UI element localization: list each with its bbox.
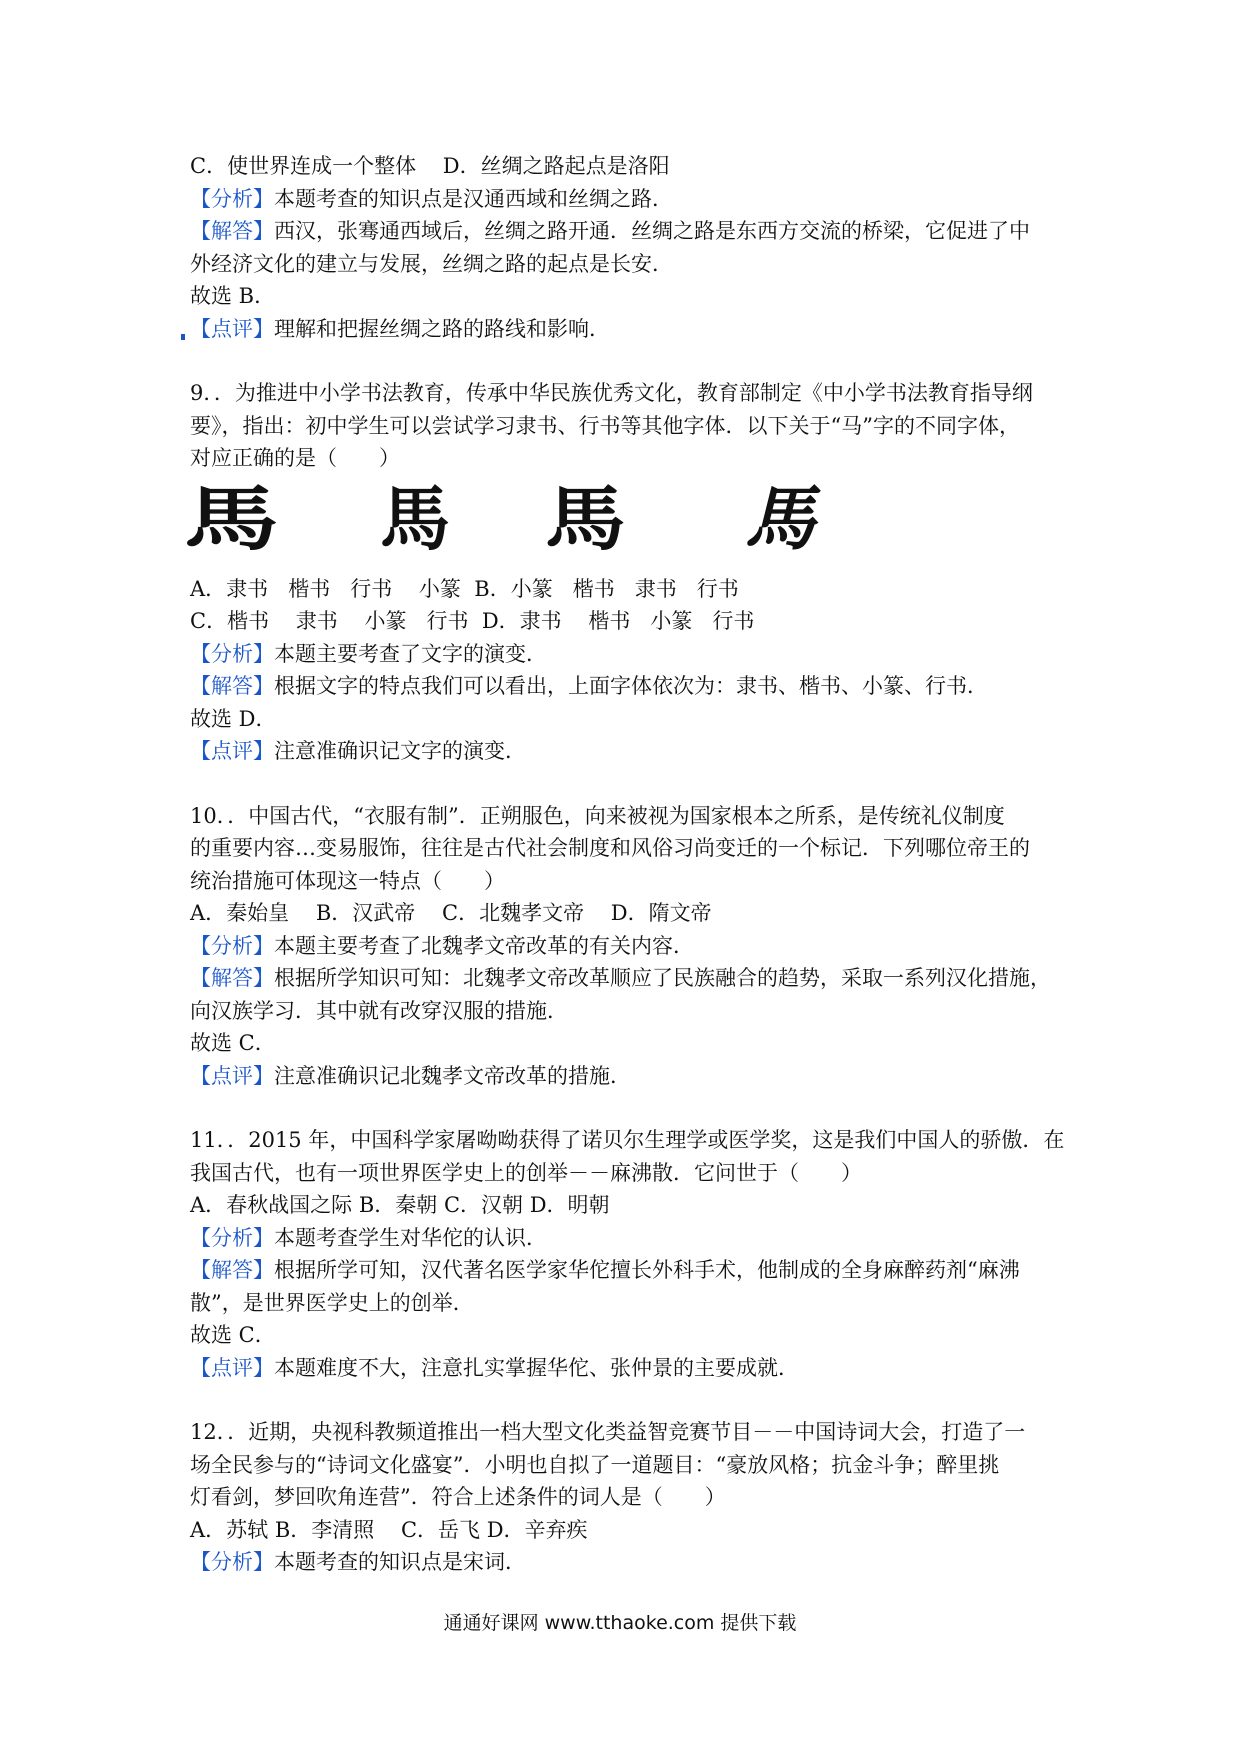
q12-analysis bbox=[190, 1546, 1070, 1579]
q11-answer-line-1 bbox=[190, 1254, 1070, 1287]
q12-stem-line-3: 灯看剑，梦回吹角连营”．符合上述条件的词人是（ ） bbox=[190, 1485, 726, 1509]
q10-answer-line-1 bbox=[190, 962, 1070, 995]
analysis-text: 本题考查的知识点是宋词． bbox=[274, 1550, 526, 1574]
q9-analysis bbox=[190, 638, 1070, 671]
q12-stem-line-1: 12．．近期，央视科教频道推出一档大型文化类益智竞赛节目－－中国诗词大会，打造了一 bbox=[190, 1420, 1026, 1444]
comment-text: 理解和把握丝绸之路的路线和影响． bbox=[274, 316, 610, 341]
q9-options-cd: C．楷书 隶书 小篆 行书 D．隶书 楷书 小篆 行书 bbox=[190, 609, 755, 633]
q10-analysis bbox=[190, 930, 1070, 963]
comment-text: 注意准确识记北魏孝文帝改革的措施． bbox=[274, 1063, 631, 1088]
q10-stem-line-3: 统治措施可体现这一特点（ ） bbox=[190, 868, 505, 893]
comment-tag: 【点评】 bbox=[190, 1355, 274, 1380]
comment-tag: 【点评】 bbox=[190, 739, 274, 763]
q8-choice: 故选 B． bbox=[190, 284, 276, 308]
analysis-tag: 【分析】 bbox=[190, 1550, 274, 1574]
q11-analysis bbox=[190, 1222, 1070, 1255]
q9-options-ab: A．隶书 楷书 行书 小篆 B．小篆 楷书 隶书 行书 bbox=[190, 576, 739, 601]
comment-tag: 【点评】 bbox=[190, 316, 274, 341]
q10-comment bbox=[190, 1060, 1070, 1093]
q8-answer-line-2: 外经济文化的建立与发展，丝绸之路的起点是长安． bbox=[190, 251, 673, 276]
spacer bbox=[190, 768, 1070, 800]
page-footer: 通通好课网 www.tthaoke.com 提供下载 bbox=[443, 1612, 797, 1634]
answer-text: 根据所学可知，汉代著名医学家华佗擅长外科手术，他制成的全身麻醉药剂“麻沸 bbox=[274, 1258, 1020, 1282]
glyph-regular-script: 馬 bbox=[380, 476, 450, 560]
analysis-tag: 【分析】 bbox=[190, 186, 274, 211]
answer-tag: 【解答】 bbox=[190, 966, 274, 990]
calligraphy-figure bbox=[184, 476, 1070, 571]
comment-text: 注意准确识记文字的演变． bbox=[274, 739, 526, 763]
glyph-running-script: 馬 bbox=[745, 476, 815, 560]
q8-answer-line-1 bbox=[190, 215, 1070, 248]
q11-stem-line-1: 11．．2015 年，中国科学家屠呦呦获得了诺贝尔生理学或医学奖，这是我们中国人的骄傲．在 bbox=[190, 1128, 1065, 1152]
q10-options: A．秦始皇 B．汉武帝 C．北魏孝文帝 D．隋文帝 bbox=[190, 901, 712, 925]
q10-stem-line-2: 的重要内容…变易服饰，往往是古代社会制度和风俗习尚变迁的一个标记．下列哪位帝王的 bbox=[190, 836, 1030, 860]
analysis-tag: 【分析】 bbox=[190, 1225, 274, 1250]
q11-choice: 故选 C． bbox=[190, 1323, 276, 1347]
q9-stem-line-3: 对应正确的是（ ） bbox=[190, 446, 400, 470]
comment-tag: 【点评】 bbox=[190, 1063, 274, 1088]
spacer bbox=[190, 1384, 1070, 1416]
q11-comment bbox=[190, 1352, 1070, 1385]
q8-options-cd: C．使世界连成一个整体 D．丝绸之路起点是洛阳 bbox=[190, 154, 670, 178]
analysis-tag: 【分析】 bbox=[190, 641, 274, 666]
q8-comment bbox=[190, 313, 1070, 346]
spacer bbox=[190, 345, 1070, 377]
q11-stem-line-2: 我国古代，也有一项世界医学史上的创举－－麻沸散．它问世于（ ） bbox=[190, 1160, 862, 1185]
document-body bbox=[184, 150, 1070, 1579]
q9-stem-line-2: 要》，指出：初中学生可以尝试学习隶书、行书等其他字体．以下关于“马”字的不同字体， bbox=[190, 413, 1020, 438]
q12-options: A．苏轼 B．李清照 C．岳飞 D．辛弃疾 bbox=[190, 1517, 588, 1542]
answer-text: 西汉，张骞通西域后，丝绸之路开通．丝绸之路是东西方交流的桥梁，它促进了中 bbox=[274, 219, 1030, 243]
q10-stem-line-1: 10．．中国古代，“衣服有制”．正朔服色，向来被视为国家根本之所系，是传统礼仪制度 bbox=[190, 803, 1005, 828]
glyph-clerical-script: 馬 bbox=[184, 476, 279, 560]
answer-text: 根据文字的特点我们可以看出，上面字体依次为：隶书、楷书、小篆、行书． bbox=[274, 674, 988, 698]
comment-text: 本题难度不大，注意扎实掌握华佗、张仲景的主要成就． bbox=[274, 1355, 799, 1380]
answer-tag: 【解答】 bbox=[190, 674, 274, 698]
analysis-text: 本题主要考查了文字的演变． bbox=[274, 641, 547, 666]
q12-stem-line-2: 场全民参与的“诗词文化盛宴”．小明也自拟了一道题目：“豪放风格；抗金斗争；醉里挑 bbox=[190, 1452, 1000, 1477]
analysis-text: 本题主要考查了北魏孝文帝改革的有关内容． bbox=[274, 933, 694, 958]
spacer bbox=[190, 1092, 1070, 1124]
q11-options: A．春秋战国之际 B．秦朝 C．汉朝 D．明朝 bbox=[190, 1193, 610, 1217]
answer-text: 根据所学知识可知：北魏孝文帝改革顺应了民族融合的趋势，采取一系列汉化措施， bbox=[274, 966, 1051, 990]
glyph-seal-script: 馬 bbox=[545, 476, 626, 560]
q9-stem-line-1: 9．．为推进中小学书法教育，传承中华民族优秀文化，教育部制定《中小学书法教育指导纲 bbox=[190, 381, 1033, 405]
q11-answer-line-2: 散”，是世界医学史上的创举． bbox=[190, 1290, 474, 1315]
answer-tag: 【解答】 bbox=[190, 219, 274, 243]
q10-choice: 故选 C． bbox=[190, 1031, 276, 1055]
q9-choice: 故选 D． bbox=[190, 706, 277, 731]
analysis-text: 本题考查的知识点是汉通西域和丝绸之路． bbox=[274, 186, 673, 211]
stray-mark bbox=[181, 334, 185, 340]
analysis-text: 本题考查学生对华佗的认识． bbox=[274, 1225, 547, 1250]
q9-comment bbox=[190, 735, 1070, 768]
q9-answer bbox=[190, 670, 1070, 703]
q8-analysis bbox=[190, 183, 1070, 216]
analysis-tag: 【分析】 bbox=[190, 933, 274, 958]
answer-tag: 【解答】 bbox=[190, 1258, 274, 1282]
q10-answer-line-2: 向汉族学习．其中就有改穿汉服的措施． bbox=[190, 998, 568, 1023]
